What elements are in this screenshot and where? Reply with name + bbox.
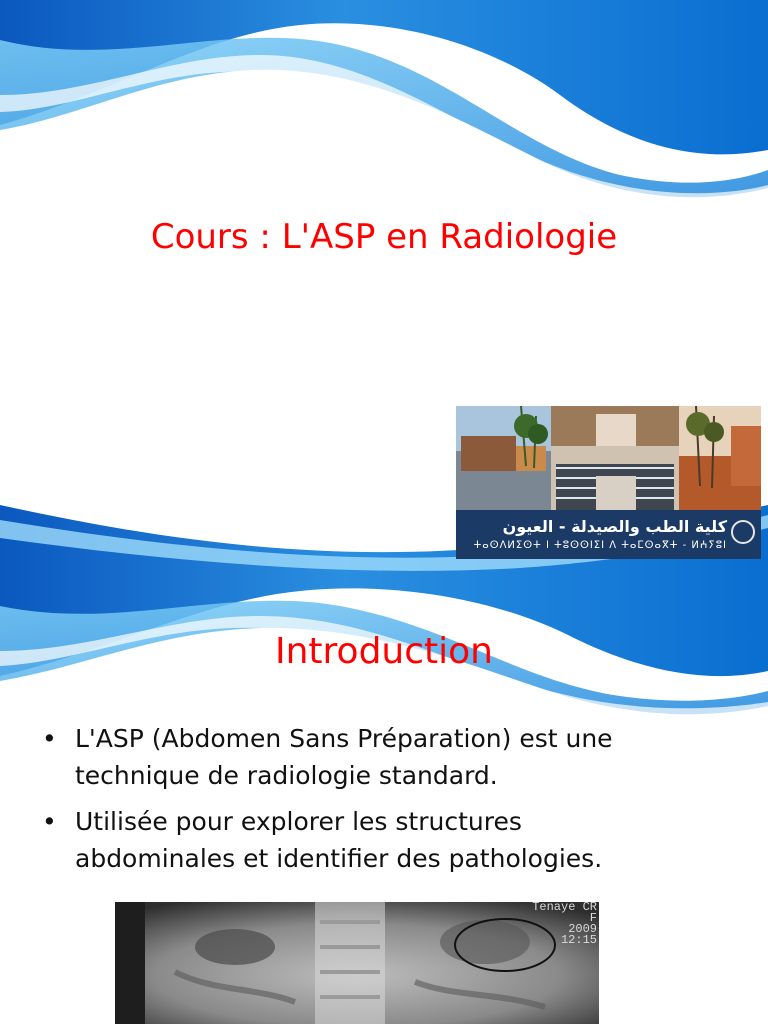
bullet-icon: • <box>42 724 57 753</box>
xray-sex-label: F <box>589 911 597 925</box>
banner-arabic-text: كلية الطب والصيدلة - العيون <box>502 517 727 536</box>
xray-overlay-text <box>532 902 597 946</box>
faculty-seal-icon <box>731 520 755 544</box>
banner-tifinagh-text: ⵜⴰⵙⴷⵍⵉⵙⵜ ⵏ ⵜⵓⵙⵙⵏⵉⵏ ⴷ ⵜⴰⵎⵙⴰⴳⵜ - ⵍⵄⵢⵓⵏ <box>473 540 727 551</box>
bullet-list <box>42 720 682 886</box>
faculty-banner-image <box>456 406 761 559</box>
slide-heading: Introduction <box>274 631 493 672</box>
slide-title-text: Cours : L'ASP en Radiologie <box>150 217 618 257</box>
bullet-icon: • <box>42 807 57 836</box>
xray-patient-label: Tenaye CR <box>532 902 597 914</box>
slide-introduction <box>0 576 768 1024</box>
xray-time-label: 12:15 <box>560 933 597 947</box>
xray-date-label: 2009 <box>568 922 597 936</box>
faculty-photo-strip <box>456 406 761 510</box>
faculty-banner <box>456 510 761 559</box>
xray-graphic <box>115 902 599 1024</box>
list-item <box>42 720 682 794</box>
abdominal-xray-image <box>115 902 599 1024</box>
list-item <box>42 803 682 877</box>
bullet-text: Utilisée pour explorer les structures abdominales et identifier des pathologies. <box>75 807 603 873</box>
bullet-text: L'ASP (Abdomen Sans Préparation) est une technique de radiologie standard. <box>75 724 613 790</box>
